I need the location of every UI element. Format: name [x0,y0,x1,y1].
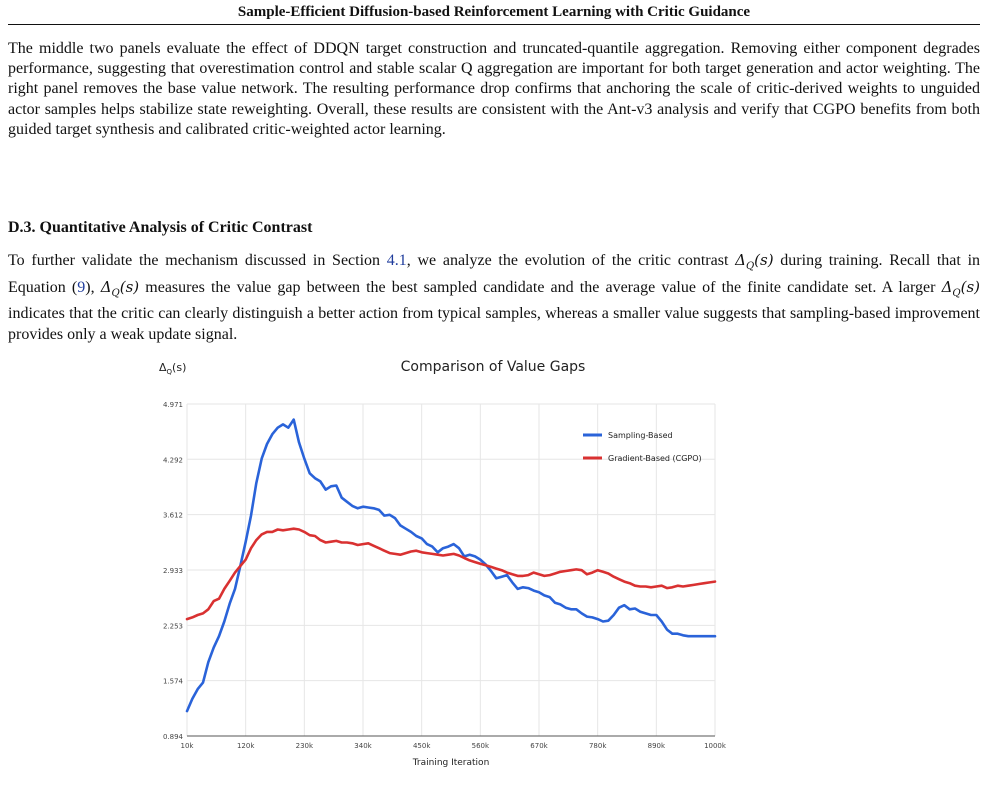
x-tick-label: 1000k [704,742,726,750]
math-delta-q [735,251,774,272]
y-axis-label [159,361,186,376]
value-gap-figure [140,352,740,777]
y-tick-label: 4.971 [162,401,183,409]
x-tick-label: 890k [647,742,666,750]
math-symbol: Δ [941,278,953,297]
y-tick-label: 4.292 [162,456,183,465]
series-layer [187,420,715,711]
legend-label: Sampling-Based [608,431,673,440]
y-tick-label: 0.894 [162,733,183,741]
section-reference-link[interactable]: 4.1 [386,252,407,269]
value-gap-chart [140,352,740,777]
series-line-gradient-based [187,529,715,619]
x-tick-label: 120k [236,742,255,750]
y-axis-label-symbol: Δ [159,361,167,374]
math-symbol: Δ [100,278,112,297]
text-run: , we analyze the evolution of the critic contrast [406,252,736,269]
math-argument: (s) [754,251,774,269]
y-axis-label-subscript: Q [166,368,173,376]
x-axis-label: Training Iteration [412,758,490,768]
x-tick-label: 450k [412,742,431,750]
x-tick-label: 230k [295,742,314,750]
math-subscript: Q [952,288,961,300]
x-tick-label: 670k [530,742,548,750]
text-run: measures the value gap between the best sampled candidate and the average value of the finite candidate set. A larger [139,279,942,297]
body-paragraph-critic-contrast [8,250,980,345]
text-run: indicates that the critic can clearly distinguish a better action from typical samples, whereas a smaller value suggests that sampling-based improvement provides only a weak update signal. [8,305,980,343]
y-axis-label-argument: (s) [172,361,187,374]
math-delta-q [941,278,981,300]
series-line-sampling-based [187,420,715,711]
y-tick-label: 2.253 [162,622,183,631]
y-tick-label: 2.933 [162,566,183,575]
x-tick-label: 10k [180,742,194,750]
math-delta-q [100,278,140,300]
y-tick-label: 3.612 [162,511,183,520]
math-symbol: Δ [735,251,746,269]
equation-reference-link[interactable]: 9 [77,279,86,297]
running-header: Sample-Efficient Diffusion-based Reinforcement Learning with Critic Guidance [237,4,751,20]
section-heading: D.3. Quantitative Analysis of Critic Contrast [8,219,313,236]
x-tick-label: 560k [471,742,490,750]
math-subscript: Q [745,261,755,272]
x-tick-label: 340k [354,742,372,750]
body-paragraph-ablation: The middle two panels evaluate the effect of DDQN target construction and truncated-quantile aggregation. Removing either component degrades performance, suggesting that overestimation control and stable scalar Q aggregation are important for both target generation and actor weighting. The right panel removes the base value network. The resulting performance drop confirms that anchoring the scale of critic-derived weights to unguided actor samples helps stabilize state reweighting. Overall, these results are consistent with the Ant-v3 analysis and verify that CGPO benefits from both guided target synthesis and calibrated critic-weighted actor learning. [8,40,980,138]
text-run: ), [85,279,101,297]
text-run: during training. Recall that in Equation ( [8,252,981,297]
text-run: To further validate the mechanism discussed in Section [8,252,387,269]
x-tick-label: 780k [588,742,607,750]
math-argument: (s) [119,278,140,297]
math-subscript: Q [111,288,120,300]
math-argument: (s) [960,278,981,297]
chart-title: Comparison of Value Gaps [400,359,586,375]
header-rule [8,24,980,25]
legend [583,431,702,463]
y-tick-label: 1.574 [162,677,183,686]
legend-label: Gradient-Based (CGPO) [608,454,702,463]
